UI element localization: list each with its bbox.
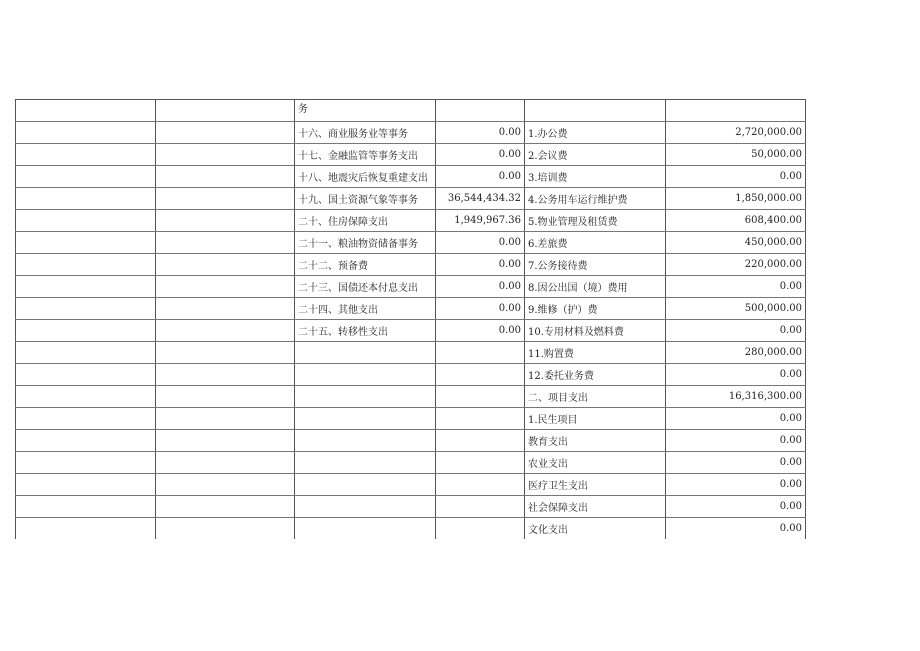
empty-cell-col1 xyxy=(16,342,156,364)
empty-cell-col2 xyxy=(156,320,295,342)
empty-cell-col1 xyxy=(16,254,156,276)
table-row xyxy=(16,188,806,210)
empty-cell-col1 xyxy=(16,320,156,342)
table-row xyxy=(16,232,806,254)
expense-item-cell: 1.办公费 xyxy=(525,122,666,144)
table-row xyxy=(16,342,806,364)
empty-cell-col2 xyxy=(156,452,295,474)
category-amount-cell xyxy=(436,342,525,364)
expense-category-cell: 二十四、其他支出 xyxy=(295,298,436,320)
item-amount-cell: 0.00 xyxy=(666,474,806,496)
empty-cell-col1 xyxy=(16,144,156,166)
category-amount-cell: 0.00 xyxy=(436,276,525,298)
expense-item-cell: 农业支出 xyxy=(525,452,666,474)
expense-category-cell xyxy=(295,342,436,364)
expense-item-cell: 2.会议费 xyxy=(525,144,666,166)
expense-item-cell: 10.专用材料及燃料费 xyxy=(525,320,666,342)
empty-cell-col1 xyxy=(16,166,156,188)
budget-table xyxy=(15,99,806,539)
table-row xyxy=(16,298,806,320)
item-amount-cell: 1,850,000.00 xyxy=(666,188,806,210)
expense-item-cell: 教育支出 xyxy=(525,430,666,452)
expense-item-cell: 8.因公出国（境）费用 xyxy=(525,276,666,298)
expense-item-cell: 9.维修（护）费 xyxy=(525,298,666,320)
item-amount-cell: 2,720,000.00 xyxy=(666,122,806,144)
budget-table-body xyxy=(16,100,806,540)
expense-item-cell: 二、项目支出 xyxy=(525,386,666,408)
empty-cell-col1 xyxy=(16,518,156,540)
table-row xyxy=(16,100,806,122)
category-amount-cell xyxy=(436,386,525,408)
table-row xyxy=(16,386,806,408)
empty-cell-col2 xyxy=(156,430,295,452)
item-amount-cell: 280,000.00 xyxy=(666,342,806,364)
category-amount-cell: 0.00 xyxy=(436,320,525,342)
empty-cell-col1 xyxy=(16,474,156,496)
table-row xyxy=(16,474,806,496)
category-amount-cell: 0.00 xyxy=(436,254,525,276)
expense-item-cell: 医疗卫生支出 xyxy=(525,474,666,496)
empty-cell-col2 xyxy=(156,386,295,408)
item-amount-cell: 50,000.00 xyxy=(666,144,806,166)
empty-cell-col2 xyxy=(156,496,295,518)
empty-cell-col1 xyxy=(16,122,156,144)
empty-cell-col1 xyxy=(16,188,156,210)
empty-cell-col2 xyxy=(156,232,295,254)
table-row xyxy=(16,430,806,452)
empty-cell-col1 xyxy=(16,408,156,430)
expense-category-cell xyxy=(295,386,436,408)
table-row xyxy=(16,320,806,342)
expense-category-cell: 十八、地震灾后恢复重建支出 xyxy=(295,166,436,188)
table-row xyxy=(16,452,806,474)
expense-category-cell xyxy=(295,430,436,452)
item-amount-cell: 0.00 xyxy=(666,518,806,540)
category-amount-cell: 36,544,434.32 xyxy=(436,188,525,210)
expense-category-cell xyxy=(295,474,436,496)
empty-cell-col1 xyxy=(16,364,156,386)
empty-cell-col2 xyxy=(156,342,295,364)
category-amount-cell: 0.00 xyxy=(436,298,525,320)
expense-category-cell: 十六、商业服务业等事务 xyxy=(295,122,436,144)
category-amount-cell: 0.00 xyxy=(436,144,525,166)
empty-cell-col1 xyxy=(16,298,156,320)
expense-category-cell: 二十一、粮油物资储备事务 xyxy=(295,232,436,254)
empty-cell-col2 xyxy=(156,408,295,430)
empty-cell-col2 xyxy=(156,210,295,232)
expense-category-cell xyxy=(295,408,436,430)
category-amount-cell xyxy=(436,474,525,496)
table-row xyxy=(16,166,806,188)
table-row xyxy=(16,276,806,298)
expense-item-cell: 6.差旅费 xyxy=(525,232,666,254)
expense-category-cell xyxy=(295,452,436,474)
empty-cell-col1 xyxy=(16,100,156,122)
empty-cell-col2 xyxy=(156,122,295,144)
table-row xyxy=(16,408,806,430)
category-amount-cell: 0.00 xyxy=(436,232,525,254)
expense-category-cell: 二十、住房保障支出 xyxy=(295,210,436,232)
expense-category-cell: 务 xyxy=(295,100,436,122)
expense-item-cell: 11.购置费 xyxy=(525,342,666,364)
expense-item-cell: 5.物业管理及租赁费 xyxy=(525,210,666,232)
expense-item-cell: 7.公务接待费 xyxy=(525,254,666,276)
table-row xyxy=(16,210,806,232)
category-amount-cell: 1,949,967.36 xyxy=(436,210,525,232)
empty-cell-col2 xyxy=(156,254,295,276)
item-amount-cell: 0.00 xyxy=(666,166,806,188)
table-row xyxy=(16,144,806,166)
item-amount-cell: 608,400.00 xyxy=(666,210,806,232)
category-amount-cell xyxy=(436,408,525,430)
expense-item-cell: 1.民生项目 xyxy=(525,408,666,430)
empty-cell-col1 xyxy=(16,232,156,254)
empty-cell-col2 xyxy=(156,474,295,496)
table-row xyxy=(16,518,806,540)
item-amount-cell: 450,000.00 xyxy=(666,232,806,254)
item-amount-cell: 16,316,300.00 xyxy=(666,386,806,408)
expense-category-cell: 十九、国土资源气象等事务 xyxy=(295,188,436,210)
item-amount-cell: 0.00 xyxy=(666,452,806,474)
expense-category-cell xyxy=(295,518,436,540)
empty-cell-col2 xyxy=(156,100,295,122)
category-amount-cell xyxy=(436,496,525,518)
expense-item-cell: 社会保障支出 xyxy=(525,496,666,518)
empty-cell-col2 xyxy=(156,276,295,298)
expense-category-cell xyxy=(295,364,436,386)
item-amount-cell: 0.00 xyxy=(666,276,806,298)
item-amount-cell xyxy=(666,100,806,122)
expense-item-cell: 4.公务用车运行维护费 xyxy=(525,188,666,210)
table-row xyxy=(16,122,806,144)
item-amount-cell: 0.00 xyxy=(666,320,806,342)
empty-cell-col2 xyxy=(156,364,295,386)
empty-cell-col2 xyxy=(156,188,295,210)
table-row xyxy=(16,496,806,518)
item-amount-cell: 0.00 xyxy=(666,364,806,386)
empty-cell-col1 xyxy=(16,210,156,232)
category-amount-cell: 0.00 xyxy=(436,122,525,144)
category-amount-cell xyxy=(436,364,525,386)
expense-category-cell: 十七、金融监管等事务支出 xyxy=(295,144,436,166)
item-amount-cell: 220,000.00 xyxy=(666,254,806,276)
expense-category-cell: 二十五、转移性支出 xyxy=(295,320,436,342)
empty-cell-col1 xyxy=(16,386,156,408)
expense-category-cell xyxy=(295,496,436,518)
expense-item-cell xyxy=(525,100,666,122)
empty-cell-col2 xyxy=(156,298,295,320)
empty-cell-col1 xyxy=(16,452,156,474)
expense-category-cell: 二十二、预备费 xyxy=(295,254,436,276)
empty-cell-col2 xyxy=(156,166,295,188)
empty-cell-col2 xyxy=(156,144,295,166)
category-amount-cell xyxy=(436,452,525,474)
expense-item-cell: 3.培训费 xyxy=(525,166,666,188)
table-row xyxy=(16,364,806,386)
empty-cell-col1 xyxy=(16,276,156,298)
item-amount-cell: 0.00 xyxy=(666,430,806,452)
item-amount-cell: 0.00 xyxy=(666,496,806,518)
category-amount-cell xyxy=(436,100,525,122)
empty-cell-col1 xyxy=(16,496,156,518)
expense-item-cell: 文化支出 xyxy=(525,518,666,540)
category-amount-cell xyxy=(436,430,525,452)
expense-category-cell: 二十三、国债还本付息支出 xyxy=(295,276,436,298)
expense-item-cell: 12.委托业务费 xyxy=(525,364,666,386)
item-amount-cell: 0.00 xyxy=(666,408,806,430)
empty-cell-col2 xyxy=(156,518,295,540)
category-amount-cell: 0.00 xyxy=(436,166,525,188)
category-amount-cell xyxy=(436,518,525,540)
empty-cell-col1 xyxy=(16,430,156,452)
item-amount-cell: 500,000.00 xyxy=(666,298,806,320)
table-row xyxy=(16,254,806,276)
